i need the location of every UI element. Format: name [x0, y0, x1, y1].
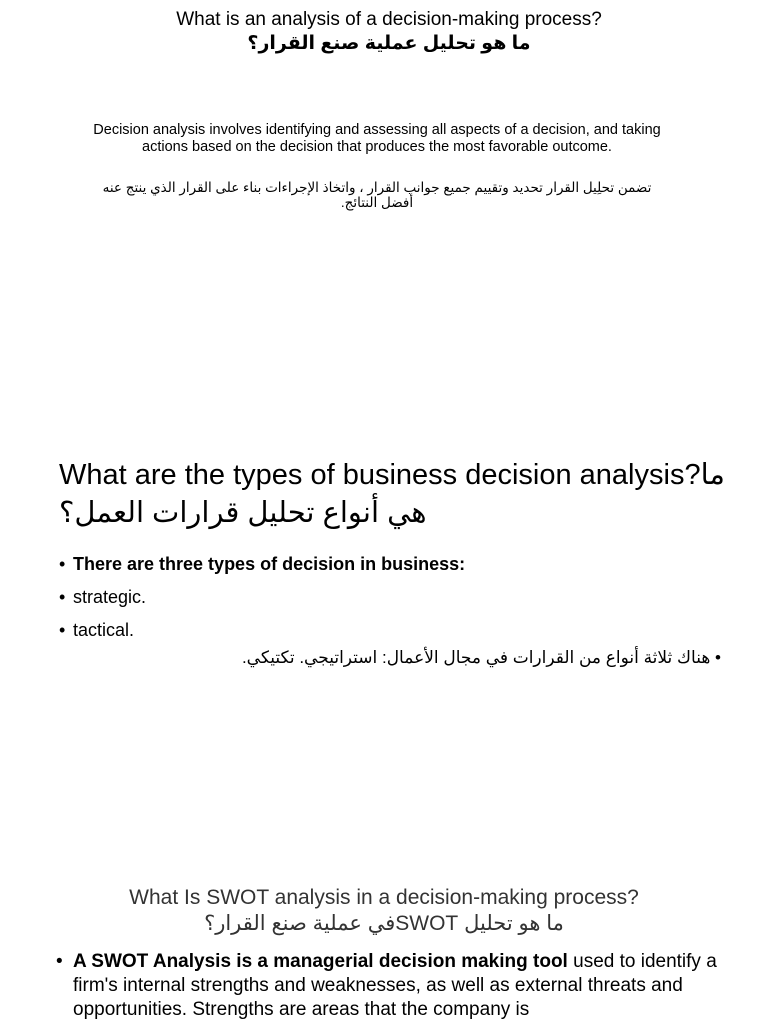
bullet: • — [59, 587, 66, 607]
swot-definition-bold: A SWOT Analysis is a managerial decision making tool — [73, 951, 568, 972]
bullet: • — [56, 951, 63, 972]
swot-definition — [56, 950, 746, 1022]
arabic-summary-text: هناك ثلاثة أنواع من القرارات في مجال الأعمال: استراتيجي. تكتيكي. — [241, 648, 711, 667]
definition-paragraph-arabic: تضمن تحلِيل القرار تحديد وتقييم جميع جوانب القرار ، واتخاذ الإجراءات بناء على القرار الذي ينتج عنه أفضل النتائج. — [102, 180, 652, 210]
slide-title: What Is SWOT analysis in a decision-making process? — [129, 886, 639, 909]
list-item — [59, 614, 749, 647]
list-item — [59, 548, 749, 581]
decision-types-list — [59, 548, 749, 647]
bullet: • — [59, 620, 66, 640]
definition-paragraph: Decision analysis involves identifying and assessing all aspects of a decision, and taking actions based on the decision that produces the most favorable outcome. — [93, 122, 661, 155]
swot-definition-text — [73, 950, 746, 1022]
bullet: • — [715, 648, 721, 667]
slide-title — [59, 456, 749, 532]
swot-definition-rest: used to identify a firm's internal strengths and weaknesses, as well as external threats and opportunities. Strengths are areas that the company is — [73, 951, 717, 1020]
list-item — [59, 581, 749, 614]
list-item-text: There are three types of decision in business: — [73, 554, 466, 574]
slide-title: What is an analysis of a decision-making process? — [176, 9, 602, 30]
slide-title-english: What are the types of business decision analysis? — [59, 459, 701, 491]
list-item-text: tactical. — [73, 620, 135, 640]
slide-title-arabic: ما هي أنواع تحليل قرارات العمل؟ — [59, 459, 725, 529]
slide-title-arabic: ما هو تحليل عملية صنع القرار؟ — [247, 33, 531, 54]
slide-title-arabic: ما هو تحليل SWOTفي عملية صنع القرار؟ — [204, 912, 564, 935]
list-item-text: strategic. — [73, 587, 147, 607]
arabic-summary-line — [59, 646, 721, 670]
bullet: • — [59, 554, 66, 574]
